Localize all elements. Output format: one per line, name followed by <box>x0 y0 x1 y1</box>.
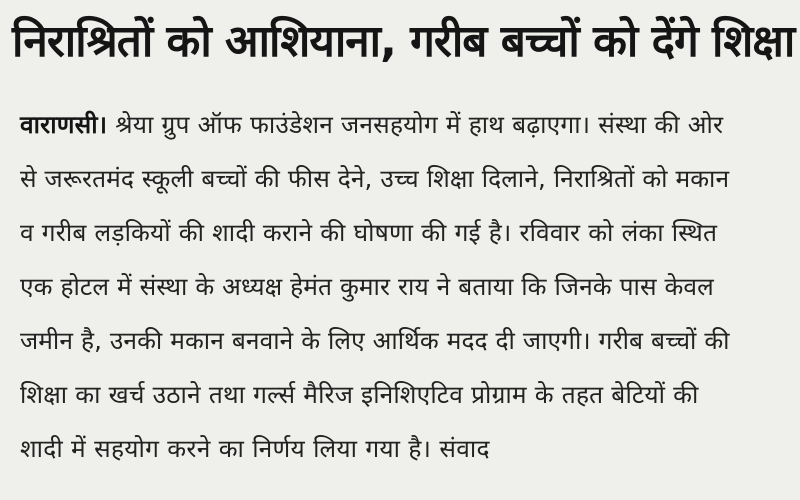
dateline: वाराणसी। <box>20 110 108 139</box>
headline: निराश्रितों को आशियाना, गरीब बच्चों को देंगे शिक्षा <box>12 16 795 67</box>
article-line-1 <box>20 98 788 152</box>
article-line-5: जमीन है, उनकी मकान बनवाने के लिए आर्थिक मदद दी जाएगी। गरीब बच्चों की <box>20 326 730 355</box>
article-line-6: शिक्षा का खर्च उठाने तथा गर्ल्स मैरिज इनिशिएटिव प्रोग्राम के तहत बेटियों की <box>20 380 699 409</box>
article-body <box>20 98 788 476</box>
article-line-7: शादी में सहयोग करने का निर्णय लिया गया है। संवाद <box>20 434 490 463</box>
article-line-4: एक होटल में संस्था के अध्यक्ष हेमंत कुमार राय ने बताया कि जिनके पास केवल <box>20 272 714 301</box>
article-line-3: व गरीब लड़कियों की शादी कराने की घोषणा की गई है। रविवार को लंका स्थित <box>20 218 718 247</box>
article-line-1-text: श्रेया ग्रुप ऑफ फाउंडेशन जनसहयोग में हाथ बढ़ाएगा। संस्था की ओर <box>107 110 724 139</box>
article-line-2: से जरूरतमंद स्कूली बच्चों की फीस देने, उच्च शिक्षा दिलाने, निराश्रितों को मकान <box>20 164 730 193</box>
